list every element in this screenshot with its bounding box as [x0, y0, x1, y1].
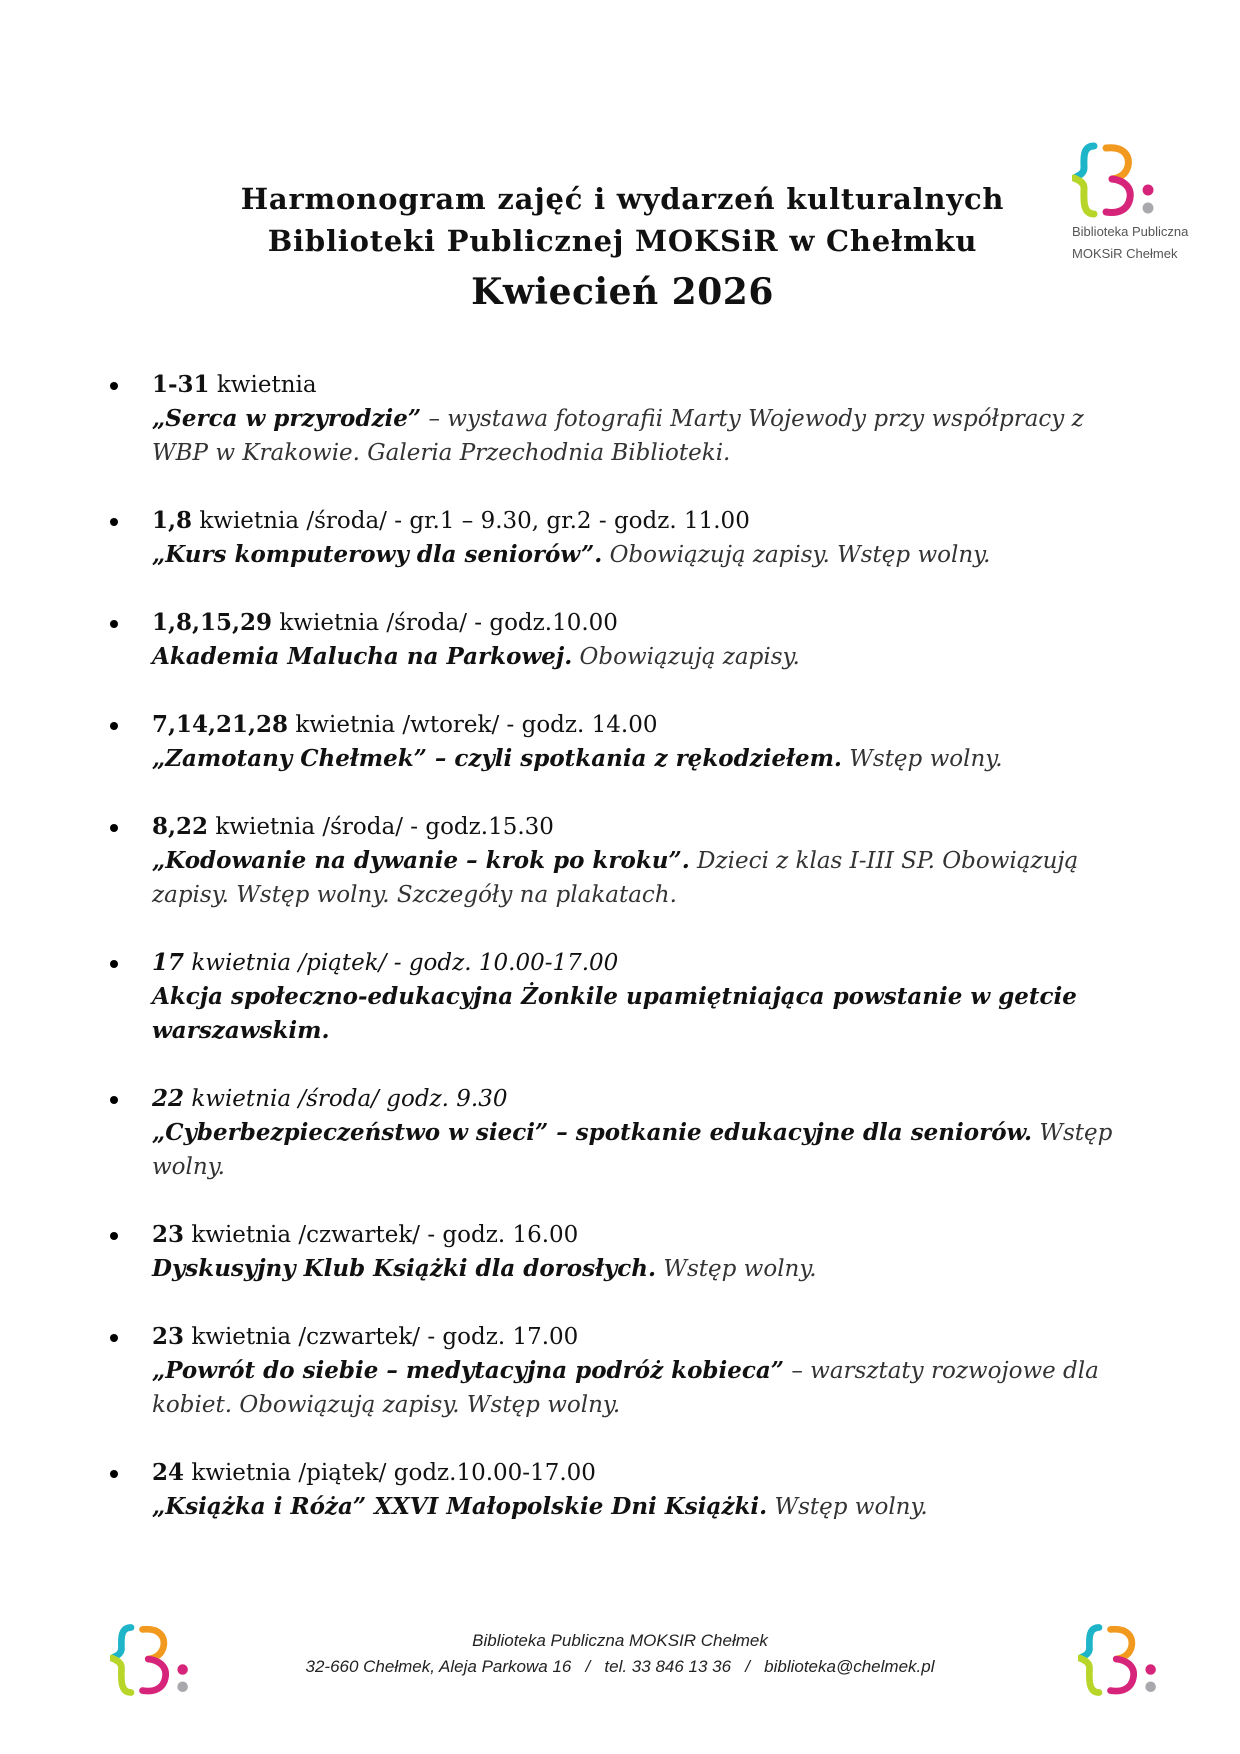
event-dates: 24 — [152, 1459, 185, 1486]
event-title: Akademia Malucha na Parkowej. — [152, 643, 573, 670]
page-title — [0, 178, 1240, 314]
footer — [0, 1628, 1240, 1680]
footer-line-2: 32-660 Chełmek, Aleja Parkowa 16 / tel. 33 846 13 36 / biblioteka@chelmek.pl — [305, 1657, 935, 1676]
event-dates: 1,8 — [152, 507, 193, 534]
event-item — [110, 1320, 1130, 1422]
event-desc: Obowiązują zapisy. — [572, 644, 800, 670]
event-dates: 23 — [152, 1221, 185, 1248]
bullet-icon — [110, 1334, 118, 1342]
event-when: kwietnia /czwartek/ - godz. 17.00 — [184, 1324, 579, 1350]
event-item — [110, 1082, 1130, 1184]
event-item — [110, 606, 800, 674]
event-when: kwietnia /środa/ - godz.15.30 — [208, 814, 554, 840]
event-item — [110, 708, 1003, 776]
logo-caption-2: MOKSiR Chełmek — [1072, 246, 1178, 261]
event-title: „Cyberbezpieczeństwo w sieci” – spotkanie edukacyjne dla seniorów. — [152, 1119, 1033, 1146]
event-desc: Dzieci z klas I-III SP. Obowiązują zapisy. Wstęp wolny. Szczegóły na plakatach. — [152, 848, 1079, 908]
event-item — [110, 368, 1130, 470]
event-title: Dyskusyjny Klub Książki dla dorosłych. — [152, 1255, 657, 1282]
bullet-icon — [110, 722, 118, 730]
event-item — [110, 1218, 817, 1286]
event-title: „Serca w przyrodzie” — [152, 405, 422, 432]
event-when: kwietnia /środa/ - gr.1 – 9.30, gr.2 - godz. 11.00 — [192, 508, 750, 534]
title-month: Kwiecień 2026 — [471, 271, 774, 313]
event-item — [110, 810, 1130, 912]
event-item — [110, 946, 1130, 1048]
event-dates: 1-31 — [152, 371, 210, 398]
event-dates: 1,8,15,29 — [152, 609, 273, 636]
event-desc: Wstęp wolny. — [841, 746, 1003, 772]
event-desc: Wstęp wolny. — [767, 1494, 928, 1520]
library-logo — [1072, 142, 1207, 262]
event-desc: Wstęp wolny. — [152, 1120, 1113, 1180]
event-dates: 7,14,21,28 — [152, 711, 289, 738]
event-when: kwietnia /wtorek/ - godz. 14.00 — [288, 712, 658, 738]
event-when: kwietnia — [209, 372, 317, 398]
event-title: „Kurs komputerowy dla seniorów”. — [152, 541, 603, 568]
event-item — [110, 1456, 928, 1524]
library-logo-mark-icon — [1072, 142, 1162, 218]
event-item — [110, 504, 990, 572]
event-when: kwietnia /środa/ - godz.10.00 — [272, 610, 618, 636]
event-when: kwietnia /piątek/ - godz. 10.00-17.00 — [184, 950, 619, 976]
bullet-icon — [110, 1232, 118, 1240]
event-when: kwietnia /piątek/ godz.10.00-17.00 — [184, 1460, 596, 1486]
bullet-icon — [110, 824, 118, 832]
event-title: „Kodowanie na dywanie – krok po kroku”. — [152, 847, 690, 874]
event-dates: 22 — [152, 1085, 185, 1112]
event-title: „Zamotany Chełmek” – czyli spotkania z rękodziełem. — [152, 745, 842, 772]
event-title: „Powrót do siebie – medytacyjna podróż kobieca” — [152, 1357, 785, 1384]
footer-line-1: Biblioteka Publiczna MOKSIR Chełmek — [472, 1631, 768, 1650]
bullet-icon — [110, 960, 118, 968]
event-title: Akcja społeczno-edukacyjna Żonkile upamiętniająca powstanie w getcie warszawskim. — [152, 983, 1077, 1044]
logo-caption-1: Biblioteka Publiczna — [1072, 224, 1189, 239]
event-desc: Wstęp wolny. — [656, 1256, 817, 1282]
event-dates: 17 — [152, 949, 185, 976]
title-line-1: Harmonogram zajęć i wydarzeń kulturalnych — [240, 182, 1005, 216]
event-dates: 8,22 — [152, 813, 209, 840]
event-title: „Książka i Róża” XXVI Małopolskie Dni Książki. — [152, 1493, 768, 1520]
bullet-icon — [110, 382, 118, 390]
bullet-icon — [110, 1096, 118, 1104]
event-when: kwietnia /środa/ godz. 9.30 — [184, 1086, 508, 1112]
event-desc: – wystawa fotografii Marty Wojewody przy współpracy z WBP w Krakowie. Galeria Przechodnia Biblioteki. — [152, 406, 1084, 466]
event-when: kwietnia /czwartek/ - godz. 16.00 — [184, 1222, 579, 1248]
event-dates: 23 — [152, 1323, 185, 1350]
event-desc: – warsztaty rozwojowe dla kobiet. Obowiązują zapisy. Wstęp wolny. — [152, 1358, 1099, 1418]
title-line-2: Biblioteki Publicznej MOKSiR w Chełmku — [267, 224, 978, 258]
bullet-icon — [110, 518, 118, 526]
bullet-icon — [110, 1470, 118, 1478]
bullet-icon — [110, 620, 118, 628]
event-desc: Obowiązują zapisy. Wstęp wolny. — [602, 542, 991, 568]
